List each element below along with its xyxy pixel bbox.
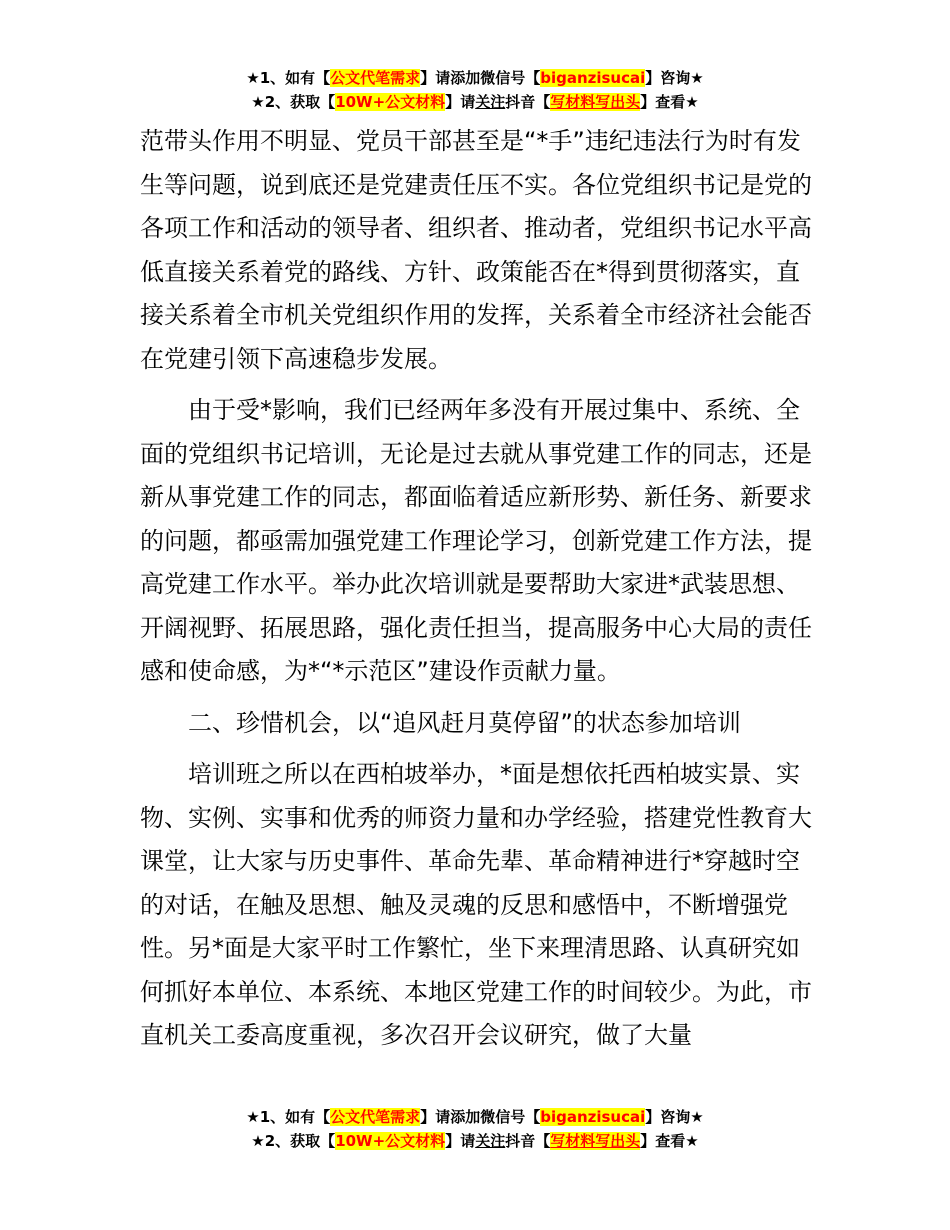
footer-highlight-materials: 10W+公文材料 xyxy=(335,1132,446,1150)
header-line-1-middle: 】请添加微信号【 xyxy=(420,69,541,87)
footer-line-2-middle-2: 抖音【 xyxy=(505,1132,551,1150)
paragraph-1: 范带头作用不明显、党员干部甚至是“*手”违纪违法行为时有发生等问题，说到底还是党建责任压不实。各位党组织书记是党的各项工作和活动的领导者、组织者、推动者，党组织书记水平高低直接关系着党的路线、方针、政策能否在*得到贯彻落实，直接关系着全市机关党组织作用的发挥，关系着全市经济社会能否在党建引领下高速稳步发展。 xyxy=(140,127,812,373)
header-line-2 xyxy=(0,90,950,114)
footer-line-2 xyxy=(0,1129,950,1153)
header-highlight-wechat-id: biganzisucai xyxy=(540,69,646,87)
header-line-2-middle-2: 抖音【 xyxy=(505,93,551,111)
header-highlight-douyin-account: 写材料写出头 xyxy=(550,93,641,111)
header-banner xyxy=(0,66,950,114)
header-highlight-service: 公文代笔需求 xyxy=(330,69,421,87)
document-body xyxy=(140,120,820,1058)
header-line-2-suffix: 】查看★ xyxy=(640,93,699,111)
footer-highlight-douyin-account: 写材料写出头 xyxy=(550,1132,641,1150)
footer-line-2-prefix: ★2、获取【 xyxy=(251,1132,336,1150)
header-underline-follow: 关注 xyxy=(475,93,506,111)
footer-line-2-middle-1: 】请 xyxy=(445,1132,476,1150)
footer-line-1-prefix: ★1、如有【 xyxy=(246,1108,331,1126)
header-highlight-materials: 10W+公文材料 xyxy=(335,93,446,111)
footer-line-1 xyxy=(0,1105,950,1129)
header-line-1 xyxy=(0,66,950,90)
footer-line-1-suffix: 】咨询★ xyxy=(645,1108,704,1126)
header-line-2-prefix: ★2、获取【 xyxy=(251,93,336,111)
header-line-1-prefix: ★1、如有【 xyxy=(246,69,331,87)
footer-line-2-suffix: 】查看★ xyxy=(640,1132,699,1150)
paragraph-2: 由于受*影响，我们已经两年多没有开展过集中、系统、全面的党组织书记培训，无论是过去就从事党建工作的同志，还是新从事党建工作的同志，都面临着适应新形势、新任务、新要求的问题，都亟需加强党建工作理论学习，创新党建工作方法，提高党建工作水平。举办此次培训就是要帮助大家进*武装思想、开阔视野、拓展思路，强化责任担当，提高服务中心大局的责任感和使命感，为*“*示范区”建设作贡献力量。 xyxy=(140,396,812,685)
header-line-2-middle-1: 】请 xyxy=(445,93,476,111)
footer-line-1-middle: 】请添加微信号【 xyxy=(420,1108,541,1126)
footer-highlight-wechat-id: biganzisucai xyxy=(540,1108,646,1126)
section-heading: 二、珍惜机会，以“追风赶月莫停留”的状态参加培训 xyxy=(188,708,741,737)
footer-banner xyxy=(0,1105,950,1153)
paragraph-3: 培训班之所以在西柏坡举办，*面是想依托西柏坡实景、实物、实例、实事和优秀的师资力量和办学经验，搭建党性教育大课堂，让大家与历史事件、革命先辈、革命精神进行*穿越时空的对话，在触及思想、触及灵魂的反思和感悟中，不断增强党性。另*面是大家平时工作繁忙，坐下来理清思路、认真研究如何抓好本单位、本系统、本地区党建工作的时间较少。为此，市直机关工委高度重视，多次召开会议研究，做了大量 xyxy=(140,760,812,1049)
footer-underline-follow: 关注 xyxy=(475,1132,506,1150)
footer-highlight-service: 公文代笔需求 xyxy=(330,1108,421,1126)
header-line-1-suffix: 】咨询★ xyxy=(645,69,704,87)
